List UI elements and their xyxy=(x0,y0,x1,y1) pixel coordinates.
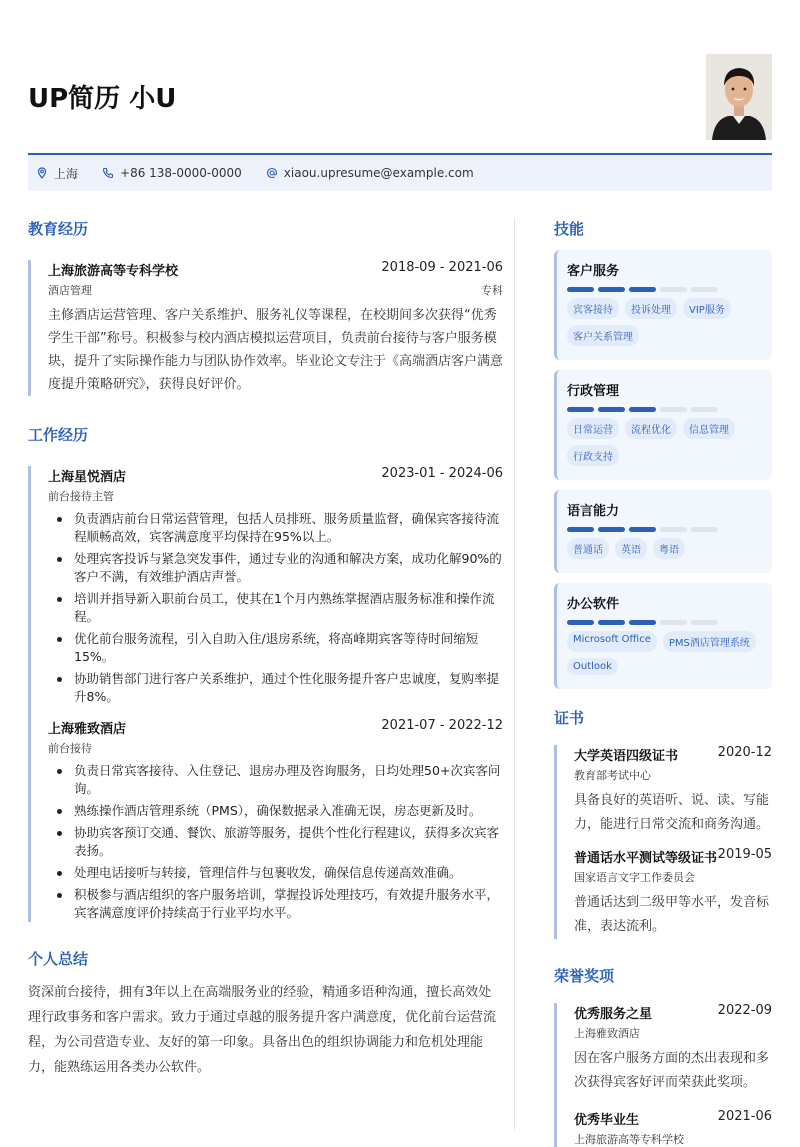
award-description: 因在客户服务方面的杰出表现和多次获得宾客好评而荣获此奖项。 xyxy=(574,1051,770,1090)
certificate-name: 大学英语四级证书 xyxy=(574,749,679,764)
company-name: 上海星悦酒店 xyxy=(48,470,127,485)
skill-level-segment xyxy=(691,287,718,292)
education-entry xyxy=(28,260,503,396)
list-item: 优化前台服务流程，引入自助入住/退房系统，将高峰期宾客等待时间缩短15%。 xyxy=(48,630,503,666)
section-title-education: 教育经历 xyxy=(28,220,89,238)
list-item: 熟练操作酒店管理系统（PMS），确保数据录入准确无误，房态更新及时。 xyxy=(48,802,503,820)
skill-tag: 粤语 xyxy=(653,538,685,559)
skills-list xyxy=(554,250,772,689)
contact-email[interactable] xyxy=(266,166,474,180)
skill-level-segment xyxy=(598,527,625,532)
skill-level-segment xyxy=(629,287,656,292)
skill-level-segment xyxy=(660,287,687,292)
profile-photo xyxy=(706,54,772,140)
skill-level-bar xyxy=(567,287,762,292)
skill-tag: 日常运营 xyxy=(567,418,619,439)
skill-card xyxy=(554,250,772,360)
resume-name: UP简历 小U xyxy=(28,84,177,114)
skill-tags xyxy=(567,298,762,352)
skill-level-segment xyxy=(598,620,625,625)
skill-level-segment xyxy=(567,407,594,412)
award-name: 优秀毕业生 xyxy=(574,1113,640,1128)
work-bullets xyxy=(48,510,503,706)
skill-level-segment xyxy=(598,287,625,292)
award-date: 2021-06 xyxy=(717,1109,772,1124)
skill-card xyxy=(554,490,772,573)
skill-level-segment xyxy=(629,407,656,412)
certificate-issuer: 国家语言文字工作委员会 xyxy=(574,871,695,884)
company-name: 上海雅致酒店 xyxy=(48,722,127,737)
certificate-date: 2019-05 xyxy=(717,847,772,862)
section-title-certificates: 证书 xyxy=(554,709,585,727)
skill-name: 行政管理 xyxy=(567,384,620,399)
section-title-work: 工作经历 xyxy=(28,426,89,444)
list-item: 处理电话接听与转接，管理信件与包裹收发，确保信息传递高效准确。 xyxy=(48,864,503,882)
skill-level-bar xyxy=(567,527,762,532)
email-text[interactable]: xiaou.upresume@example.com xyxy=(283,166,474,180)
skill-tag: 投诉处理 xyxy=(625,298,677,319)
skill-level-segment xyxy=(629,527,656,532)
list-item: 协助宾客预订交通、餐饮、旅游等服务，提供个性化行程建议，获得多次宾客表扬。 xyxy=(48,824,503,860)
skill-tag: 宾客接待 xyxy=(567,298,619,319)
skill-tag: 英语 xyxy=(615,538,647,559)
skill-level-segment xyxy=(660,527,687,532)
skill-name: 客户服务 xyxy=(567,264,620,279)
skill-level-segment xyxy=(691,527,718,532)
list-item: 协助销售部门进行客户关系维护，通过个性化服务提升客户忠诚度，复购率提升8%。 xyxy=(48,670,503,706)
education-date: 2018-09 - 2021-06 xyxy=(381,260,503,275)
major: 酒店管理 xyxy=(48,284,92,297)
skill-tag: 普通话 xyxy=(567,538,609,559)
section-title-skills: 技能 xyxy=(554,220,585,238)
section-title-summary: 个人总结 xyxy=(28,950,89,968)
left-column xyxy=(28,218,503,1080)
school-name: 上海旅游高等专科学校 xyxy=(48,264,179,279)
skill-level-segment xyxy=(660,407,687,412)
list-item: 处理宾客投诉与紧急突发事件，通过专业的沟通和解决方案，成功化解90%的客户不满，有效维护酒店声誉。 xyxy=(48,550,503,586)
skill-tag: 流程优化 xyxy=(625,418,677,439)
skill-level-bar xyxy=(567,407,762,412)
section-title-awards: 荣誉奖项 xyxy=(554,967,615,985)
column-divider xyxy=(514,218,515,1130)
skill-tag: Outlook xyxy=(567,658,618,675)
skill-name: 语言能力 xyxy=(567,504,620,519)
award-entry xyxy=(554,1003,772,1147)
skill-level-segment xyxy=(567,287,594,292)
at-icon xyxy=(266,167,278,179)
certificate-issuer: 教育部考试中心 xyxy=(574,769,651,782)
work-bullets xyxy=(48,762,503,922)
phone-icon xyxy=(102,167,114,179)
skill-level-segment xyxy=(691,407,718,412)
list-item: 负责酒店前台日常运营管理，包括人员排班、服务质量监督，确保宾客接待流程顺畅高效，宾客满意度平均保持在95%以上。 xyxy=(48,510,503,546)
certificate-description: 具备良好的英语听、说、读、写能力，能进行日常交流和商务沟通。 xyxy=(574,793,770,832)
skill-level-segment xyxy=(660,620,687,625)
skill-tag: 信息管理 xyxy=(683,418,735,439)
skill-tag: 行政支持 xyxy=(567,445,619,466)
skill-tag: PMS酒店管理系统 xyxy=(663,631,756,652)
certificate-date: 2020-12 xyxy=(717,745,772,760)
award-name: 优秀服务之星 xyxy=(574,1007,653,1022)
contact-bar xyxy=(28,153,772,191)
skill-level-bar xyxy=(567,620,762,625)
summary-text: 资深前台接待，拥有3年以上在高端服务业的经验，精通多语种沟通，擅长高效处理行政事务和客户需求。致力于通过卓越的服务提升客户满意度，优化前台运营流程，为公司营造专业、友好的第一印象。具备出色的组织协调能力和危机处理能力，能熟练运用各类办公软件。 xyxy=(28,985,497,1075)
position: 前台接待 xyxy=(48,742,92,755)
skill-card xyxy=(554,370,772,480)
contact-phone xyxy=(102,166,242,180)
skill-level-segment xyxy=(598,407,625,412)
award-org: 上海雅致酒店 xyxy=(574,1027,640,1040)
skill-level-segment xyxy=(567,527,594,532)
location-pin-icon xyxy=(36,167,48,179)
contact-location xyxy=(36,165,78,182)
list-item: 积极参与酒店组织的客户服务培训，掌握投诉处理技巧，有效提升服务水平，宾客满意度评价持续高于行业平均水平。 xyxy=(48,886,503,922)
location-text: 上海 xyxy=(54,166,79,181)
certificate-description: 普通话达到二级甲等水平，发音标准，表达流利。 xyxy=(574,895,770,934)
work-date: 2021-07 - 2022-12 xyxy=(381,718,503,733)
work-date: 2023-01 - 2024-06 xyxy=(381,466,503,481)
degree: 专科 xyxy=(481,284,503,297)
skill-tags xyxy=(567,538,762,565)
award-date: 2022-09 xyxy=(717,1003,772,1018)
certificate-entry xyxy=(554,745,772,939)
skill-level-segment xyxy=(691,620,718,625)
education-description: 主修酒店运营管理、客户关系维护、服务礼仪等课程，在校期间多次获得“优秀学生干部”称号。积极参与校内酒店模拟运营项目，负责前台接待与客户服务模块，提升了实际操作能力与团队协作效率。毕业论文专注于《高端酒店客户满意度提升策略研究》，获得良好评价。 xyxy=(48,308,504,392)
skill-name: 办公软件 xyxy=(567,597,620,612)
right-column xyxy=(554,218,772,1147)
resume-header xyxy=(28,52,772,142)
skill-tags xyxy=(567,631,762,681)
certificate-name: 普通话水平测试等级证书 xyxy=(574,851,718,866)
list-item: 培训并指导新入职前台员工，使其在1个月内熟练掌握酒店服务标准和操作流程。 xyxy=(48,590,503,626)
phone-text: +86 138-0000-0000 xyxy=(120,166,242,180)
skill-tag: Microsoft Office xyxy=(567,631,657,652)
skill-tag: VIP服务 xyxy=(683,298,731,319)
skill-level-segment xyxy=(629,620,656,625)
skill-tag: 客户关系管理 xyxy=(567,325,639,346)
work-entry xyxy=(28,466,503,922)
award-org: 上海旅游高等专科学校 xyxy=(574,1133,684,1146)
skill-level-segment xyxy=(567,620,594,625)
list-item: 负责日常宾客接待、入住登记、退房办理及咨询服务，日均处理50+次宾客问询。 xyxy=(48,762,503,798)
skill-tags xyxy=(567,418,762,472)
position: 前台接待主管 xyxy=(48,490,114,503)
skill-card xyxy=(554,583,772,689)
